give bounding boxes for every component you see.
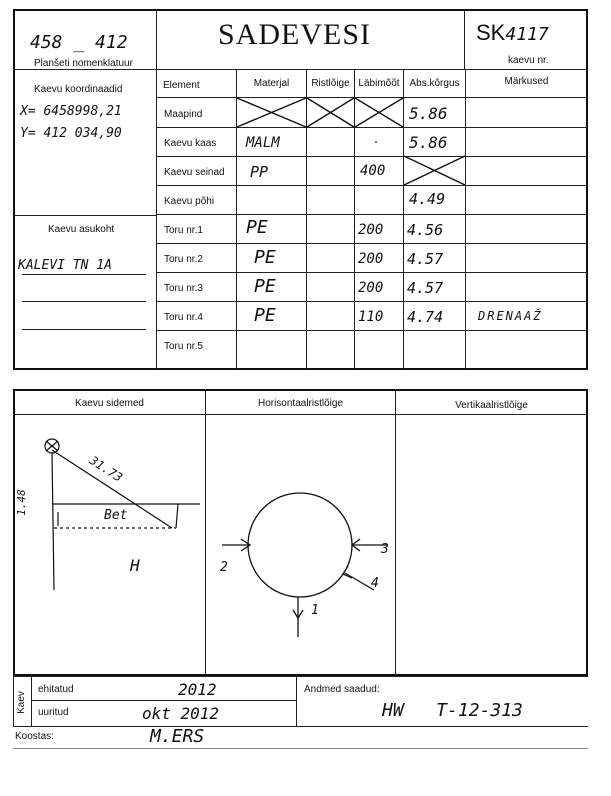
- cell-materjal: MALM: [246, 135, 280, 151]
- cell-abs: 5.86: [409, 133, 448, 152]
- footer-mid-line: [32, 700, 296, 701]
- table-header-materjal: Materjal: [253, 78, 290, 89]
- bet-label: Bet: [104, 508, 128, 523]
- cell-abs: 4.57: [407, 250, 444, 268]
- cell-materjal: PE: [254, 247, 276, 268]
- table-row-element: Kaevu kaas: [164, 138, 217, 149]
- cell-labimoot: 200: [358, 222, 384, 238]
- kaev-label: Kaev: [15, 691, 27, 714]
- cell-materjal: PP: [250, 163, 269, 181]
- source-label: Andmed saadud:: [304, 684, 380, 695]
- built-label: ehitatud: [38, 684, 74, 695]
- table-row-element: Maapind: [164, 109, 203, 120]
- page-title: SADEVESI: [218, 18, 372, 51]
- footer-top-line: [13, 676, 588, 677]
- source-value: HW T-12-313: [382, 700, 523, 721]
- well-id-number: 4117: [505, 24, 549, 45]
- sketch-col-horizontal: Horisontaalristlõige: [257, 398, 344, 409]
- pipe-label-2: 2: [220, 560, 228, 575]
- well-no-label: kaevu nr.: [508, 55, 549, 66]
- table-header-labimoot: Läbimõõt: [358, 78, 400, 89]
- footer-source-divider: [296, 677, 297, 726]
- table-header-ristloige: Ristlõige: [311, 78, 350, 89]
- compiled-label: Koostas:: [15, 731, 54, 742]
- table-header-markused: Märkused: [504, 76, 549, 87]
- surveyed-value: okt 2012: [142, 704, 220, 723]
- height-label: 1.48: [14, 489, 28, 516]
- well-id-prefix: SK: [476, 20, 506, 45]
- nomenclature-value: 458 _ 412: [30, 32, 128, 53]
- cell-abs: 5.86: [409, 104, 448, 123]
- distance-label: 31.73: [87, 453, 126, 485]
- pipe-label-1: 1: [311, 603, 319, 618]
- pipe-label-3: 3: [381, 542, 389, 557]
- cell-abs: 4.57: [407, 279, 444, 297]
- sketch-col-vertical: Vertikaalristlõige: [455, 400, 528, 411]
- pipe-label-4: 4: [371, 576, 379, 591]
- cell-labimoot: 110: [358, 309, 384, 325]
- cell-labimoot: 200: [358, 280, 384, 296]
- footer-left-border: [13, 676, 14, 726]
- cell-abs: 4.49: [409, 190, 446, 208]
- hydrant-marker: H: [130, 556, 140, 575]
- sketch-col-connections: Kaevu sidemed: [75, 398, 144, 409]
- cell-labimoot: 200: [358, 251, 384, 267]
- nomenclature-label: Planšeti nomenklatuur: [34, 58, 133, 69]
- location-label: Kaevu asukoht: [48, 224, 115, 235]
- table-header-element: Element: [163, 80, 200, 91]
- cell-abs: 4.56: [407, 221, 444, 239]
- table-row-element: Toru nr.3: [164, 283, 203, 294]
- cell-materjal: PE: [254, 305, 276, 326]
- cell-markused: DRENAAŽ: [478, 309, 543, 323]
- footer-kaev-divider: [31, 677, 32, 726]
- table-header-abs: Abs.kõrgus: [409, 78, 460, 89]
- table-row-element: Toru nr.1: [164, 225, 203, 236]
- table-row-element: Toru nr.2: [164, 254, 203, 265]
- table-row-element: Kaevu seinad: [164, 167, 225, 178]
- location-value: KALEVI TN 1A: [18, 258, 112, 273]
- compiled-value: M.ERS: [150, 726, 205, 747]
- surveyed-label: uuritud: [38, 707, 69, 718]
- coord-y-value: Y= 412 034,90: [20, 126, 122, 141]
- footer-bottom-line: [13, 726, 588, 727]
- coords-label: Kaevu koordinaadid: [34, 84, 123, 95]
- compiled-line: [13, 748, 588, 749]
- cell-labimoot: 400: [360, 163, 386, 179]
- built-value: 2012: [178, 680, 217, 699]
- table-row-element: Kaevu põhi: [164, 196, 215, 207]
- table-row-element: Toru nr.4: [164, 312, 203, 323]
- cell-materjal: PE: [254, 276, 276, 297]
- cell-materjal: PE: [246, 217, 268, 238]
- cell-abs: 4.74: [407, 308, 444, 326]
- coord-x-value: X= 6458998,21: [20, 104, 122, 119]
- table-row-element: Toru nr.5: [164, 341, 203, 352]
